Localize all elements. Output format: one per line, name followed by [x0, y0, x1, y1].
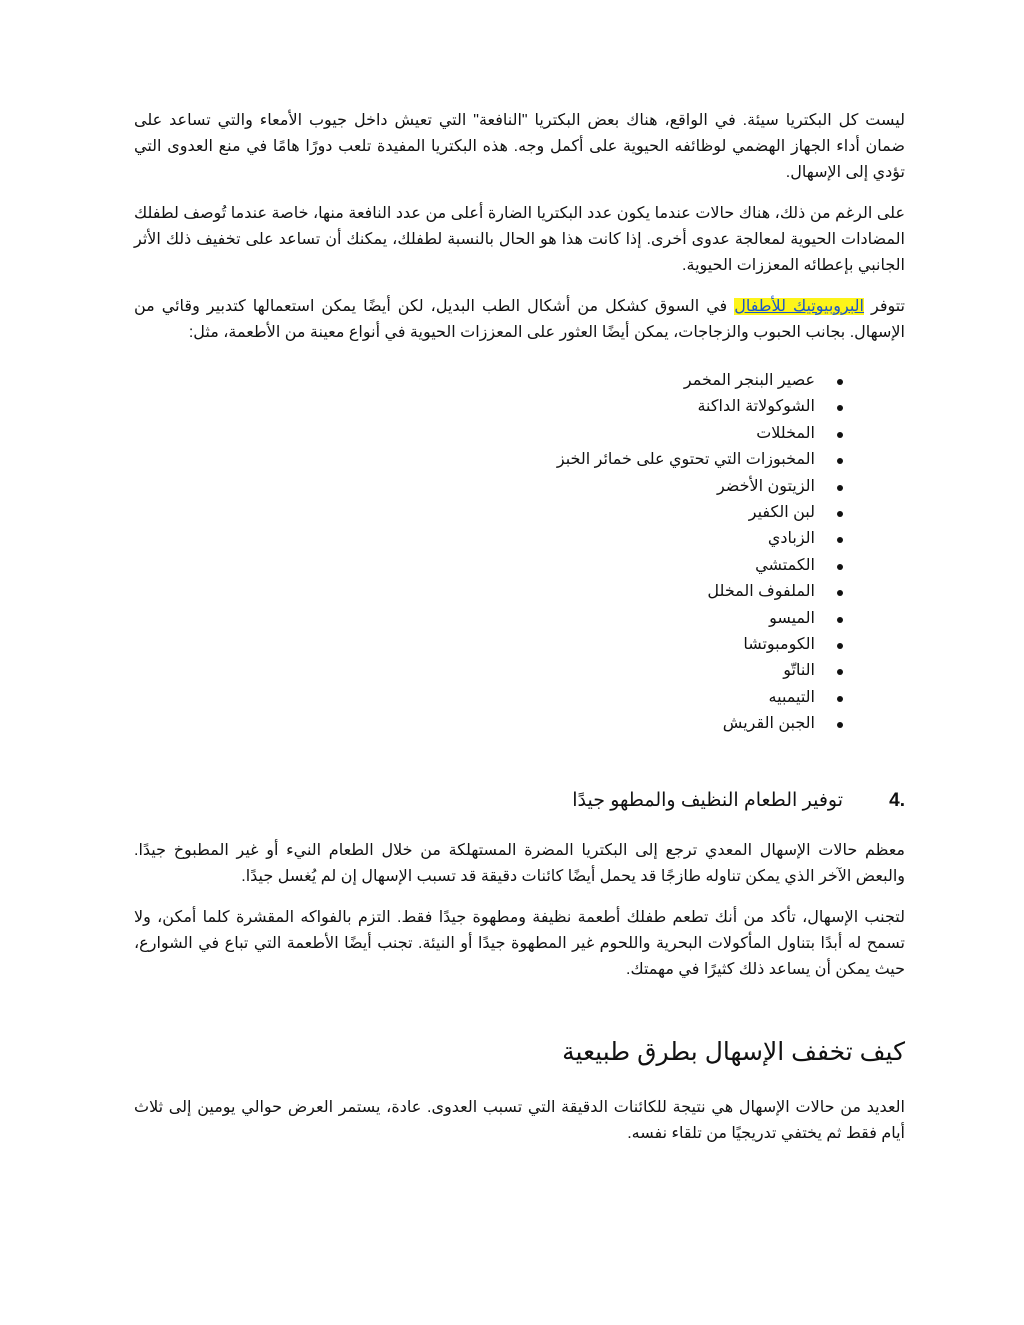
- list-item: [134, 368, 843, 394]
- list-item-text: الكومبوتشا: [743, 636, 815, 654]
- probiotic-foods-list: [134, 368, 905, 738]
- section-heading: كيف تخفف الإسهال بطرق طبيعية: [562, 1037, 905, 1066]
- probiotics-text-after: في السوق كشكل من أشكال الطب البديل، لكن أيضًا يمكن استعمالها كتدبير وقائي من الإسهال. بجانب الحبوب والزجاجات، يمكن أيضًا العثور على المعززات الحيوية في أنواع معينة من الأطعمة، مثل:: [134, 298, 905, 341]
- bullet-icon: [837, 511, 843, 517]
- list-item: [134, 711, 843, 737]
- bullet-icon: [837, 669, 843, 675]
- list-item: [134, 421, 843, 447]
- list-item-text: الزبادي: [767, 530, 815, 548]
- bullet-icon: [837, 485, 843, 491]
- numbered-heading: [134, 786, 905, 816]
- list-item: [134, 394, 843, 420]
- list-item: [134, 447, 843, 473]
- list-item: [134, 500, 843, 526]
- bullet-icon: [837, 405, 843, 411]
- bullet-icon: [837, 537, 843, 543]
- bullet-icon: [837, 458, 843, 464]
- heading-text: توفير الطعام النظيف والمطهو جيدًا: [572, 789, 843, 811]
- list-item: [134, 685, 843, 711]
- list-item-text: الملفوف المخلل: [707, 583, 815, 601]
- bullet-icon: [837, 590, 843, 596]
- list-item-text: الجبن القريش: [722, 715, 815, 733]
- list-item-text: الزيتون الأخضر: [716, 477, 815, 495]
- intro-paragraph-2: على الرغم من ذلك، هناك حالات عندما يكون عدد البكتريا الضارة أعلى من عدد النافعة منها، خاصة عندما تُوصف لطفلك المضادات الحيوية لمعالجة عدوى أخرى. إذا كانت هذا هو الحال بالنسبة لطفلك، يمكنك أن تساعد على تخفيف ذلك الأثر الجانبي بإعطائه المعززات الحيوية.: [134, 205, 905, 274]
- natural-paragraph-1: العديد من حالات الإسهال هي نتيجة للكائنات الدقيقة التي تسبب العدوى. عادة، يستمر العرض حوالي يومين إلى ثلاث أيام فقط ثم يختفي تدريجيًا من تلقاء نفسه.: [134, 1098, 905, 1142]
- heading-number: 4.: [889, 789, 905, 811]
- food-paragraph-2: لتجنب الإسهال، تأكد من أنك تطعم طفلك أطعمة نظيفة ومطهوة جيدًا فقط. التزم بالفواكه المقشرة كلما أمكن، ولا تسمح له أبدًا بتناول المأكولات البحرية واللحوم غير المطهوة جيدًا أو النيئة. تجنب أيضًا الأطعمة التي تباع في الشوارع، حيث يمكن أن يساعد ذلك كثيرًا في مهمتك.: [134, 908, 905, 978]
- bullet-icon: [837, 432, 843, 438]
- list-item: [134, 474, 843, 500]
- list-item: [134, 553, 843, 579]
- bullet-icon: [837, 379, 843, 385]
- list-item-text: الكمتشي: [755, 556, 815, 574]
- bullet-icon: [837, 564, 843, 570]
- document-body: [134, 108, 905, 1162]
- bullet-icon: [837, 617, 843, 623]
- bullet-icon: [837, 643, 843, 649]
- list-item: [134, 526, 843, 552]
- list-item: [134, 632, 843, 658]
- probiotics-paragraph: [134, 294, 905, 346]
- list-item-text: المخبوزات التي تحتوي على خمائر الخبز: [556, 451, 815, 469]
- list-item-text: عصير البنجر المخمر: [683, 372, 815, 389]
- list-item-text: التيمبيه: [768, 688, 815, 706]
- bullet-icon: [837, 696, 843, 702]
- list-item-text: المخللات: [756, 424, 815, 442]
- probiotics-link[interactable]: البروبيوتيك للأطفال: [734, 298, 864, 315]
- list-item-text: الشوكولاتة الداكنة: [697, 398, 815, 416]
- bullet-icon: [837, 722, 843, 728]
- list-item: [134, 606, 843, 632]
- list-item-text: الميسو: [769, 609, 815, 627]
- list-item-text: الناتّو: [783, 662, 815, 680]
- intro-paragraph-1: ليست كل البكتريا سيئة. في الواقع، هناك بعض البكتريا "النافعة" التي تعيش داخل جيوب الأمعاء والتي تساعد على ضمان أداء الجهاز الهضمي لوظائفه الحيوية على أكمل وجه. هذه البكتريا المفيدة تلعب دورًا هامًا في منع العدوى التي تؤدي إلى الإسهال.: [134, 112, 905, 181]
- list-item: [134, 579, 843, 605]
- food-paragraph-1: معظم حالات الإسهال المعدي ترجع إلى البكتريا المضرة المستهلكة من خلال الطعام النيء أو غير المطبوخ جيدًا. والبعض الآخر الذي يمكن تناوله طازجًا قد يحمل أيضًا كائنات دقيقة قد تسبب الإسهال إن لم يُغسل جيدًا.: [134, 841, 905, 885]
- list-item: [134, 658, 843, 684]
- list-item-text: لبن الكفير: [748, 504, 815, 522]
- probiotics-text-before: تتوفر: [863, 298, 906, 315]
